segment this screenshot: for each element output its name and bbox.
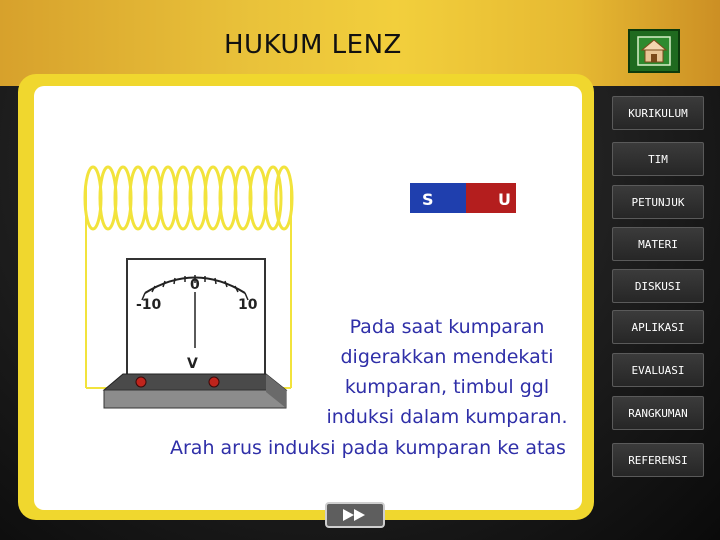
menu-item-diskusi[interactable]: DISKUSI	[612, 269, 704, 303]
home-button[interactable]	[628, 29, 680, 73]
magnet-south-label: S	[422, 190, 434, 209]
galvanometer-tick-left: -10	[136, 297, 162, 313]
magnet-north-label: U	[498, 190, 511, 209]
terminal-right	[209, 377, 219, 387]
next-button[interactable]	[325, 502, 385, 528]
bar-magnet	[410, 183, 516, 213]
home-icon	[637, 36, 671, 66]
menu-item-rangkuman[interactable]: RANGKUMAN	[612, 396, 704, 430]
explanation-line: digerakkan mendekati	[340, 346, 554, 368]
galvanometer-unit: V	[187, 356, 198, 372]
menu-item-aplikasi[interactable]: APLIKASI	[612, 310, 704, 344]
menu-item-tim[interactable]: TIM	[612, 142, 704, 176]
fast-forward-icon	[341, 507, 369, 523]
galvanometer-tick-center: 0	[190, 277, 200, 293]
menu-item-evaluasi[interactable]: EVALUASI	[612, 353, 704, 387]
coil	[85, 167, 292, 229]
magnet-south-pole	[410, 183, 466, 213]
terminal-left	[136, 377, 146, 387]
menu-item-materi[interactable]: MATERI	[612, 227, 704, 261]
galvanometer	[104, 259, 286, 408]
menu-item-referensi[interactable]: REFERENSI	[612, 443, 704, 477]
menu-item-kurikulum[interactable]: KURIKULUM	[612, 96, 704, 130]
galvanometer-base-front	[104, 390, 286, 408]
explanation-line: Pada saat kumparan	[349, 316, 545, 338]
explanation-paragraph	[322, 312, 572, 432]
explanation-line: induksi dalam kumparan.	[326, 406, 568, 428]
conclusion-text: Arah arus induksi pada kumparan ke atas	[170, 437, 566, 459]
galvanometer-base-top	[104, 374, 286, 390]
galvanometer-tick-right: 10	[238, 297, 258, 313]
explanation-line: kumparan, timbul ggl	[344, 376, 550, 398]
page-title: HUKUM LENZ	[224, 30, 402, 60]
menu-item-petunjuk[interactable]: PETUNJUK	[612, 185, 704, 219]
